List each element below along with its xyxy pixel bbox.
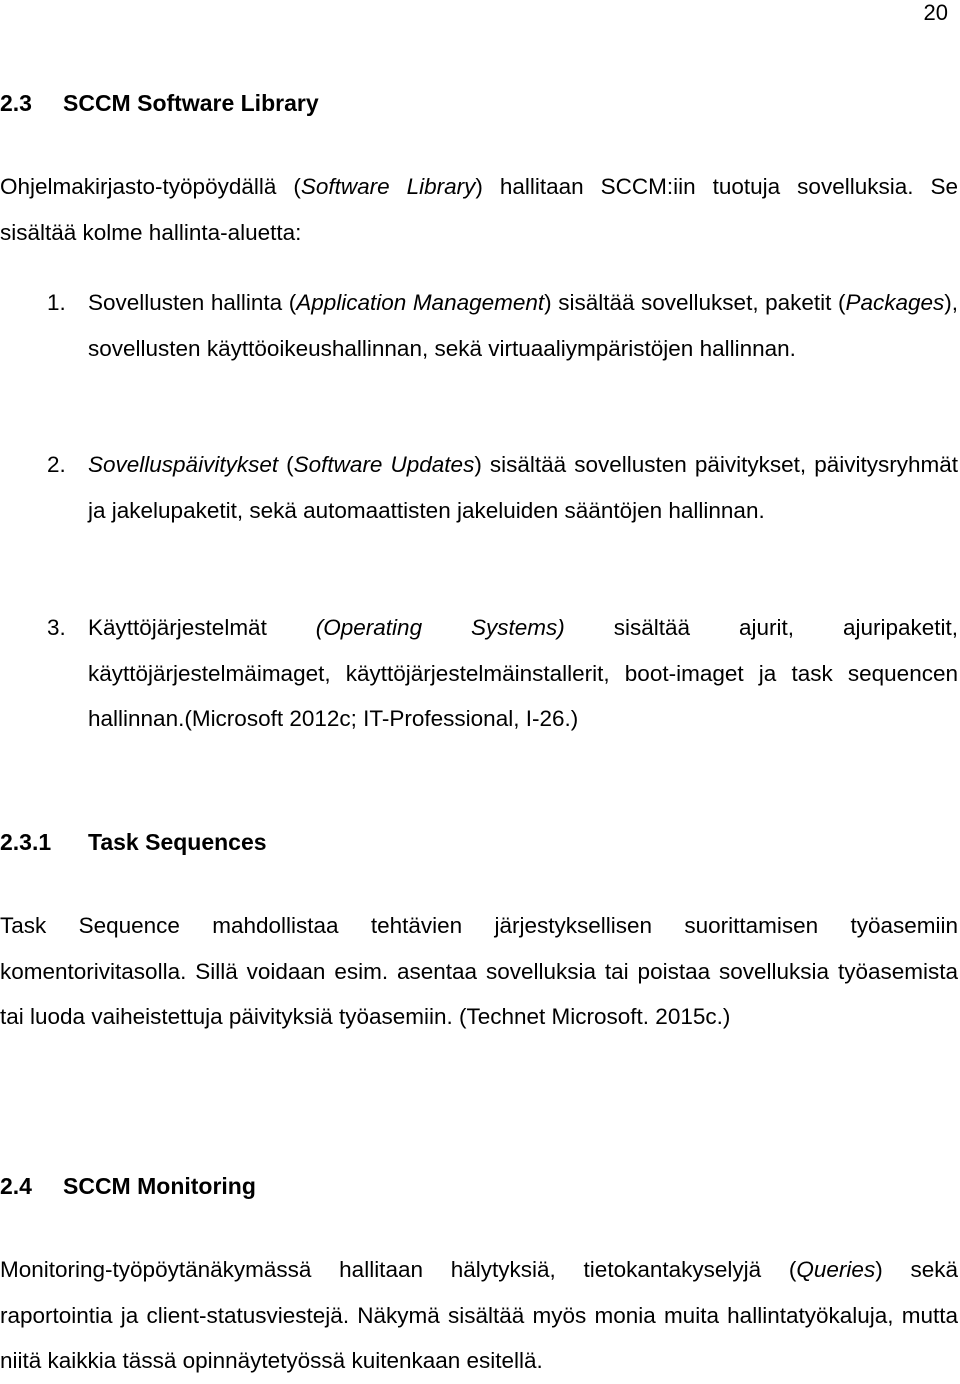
- italic-term: Sovelluspäivitykset: [88, 452, 279, 477]
- list-marker: 3.: [47, 615, 66, 640]
- italic-term: Software Updates: [293, 452, 475, 477]
- list-marker: 1.: [47, 290, 66, 315]
- text-run: sisältää ajurit, ajuripaketit, käyttöjärjestelmäimaget, käyttöjärjestelmäinstallerit, boot-imaget ja task sequencen hallinnan.(Microsoft 2012c; IT-Professional, I-26.): [88, 615, 959, 731]
- list-item-application-management: [47, 280, 959, 371]
- section-number: 2.3.1: [0, 829, 52, 855]
- text-run: Ohjelmakirjasto-työpöydällä (: [0, 174, 301, 199]
- section-heading-2-4: [0, 1172, 256, 1200]
- text-run: Monitoring-työpöytänäkymässä hallitaan hälytyksiä, tietokantakyselyjä (: [0, 1257, 797, 1282]
- text-run: ) sisältää sovellusten päivitykset, päivitysryhmät ja jakelupaketit, sekä automaattisten jakeluiden sääntöjen hallinnan.: [88, 452, 959, 523]
- text-run: (: [278, 452, 294, 477]
- page-number: 20: [923, 0, 948, 25]
- list-item-software-updates: [47, 442, 959, 533]
- text-run: ) sekä raportointia ja client-statusviestejä. Näkymä sisältää myös monia muita hallintatyökaluja, mutta niitä kaikkia tässä opinnäytetyössä kuitenkaan esitellä.: [0, 1257, 958, 1373]
- section-number: 2.4: [0, 1173, 32, 1199]
- section-title: SCCM Software Library: [63, 90, 319, 116]
- text-run: ), sovellusten käyttöoikeushallinnan, sekä virtuaaliympäristöjen hallinnan.: [88, 290, 959, 361]
- section-title: SCCM Monitoring: [63, 1173, 256, 1199]
- list-item-operating-systems: [47, 605, 959, 742]
- monitoring-paragraph: [0, 1247, 958, 1384]
- italic-term: Application Management: [296, 290, 545, 315]
- task-sequences-paragraph: Task Sequence mahdollistaa tehtävien järjestyksellisen suorittamisen työasemiin komentorivitasolla. Sillä voidaan esim. asentaa sovelluksia tai poistaa sovelluksia työasemista tai luoda vaiheistettuja päivityksiä työasemiin. (Technet Microsoft. 2015c.): [0, 913, 958, 1029]
- section-heading-2-3: [0, 89, 319, 117]
- text-run: Käyttöjärjestelmät: [88, 615, 316, 640]
- section-heading-2-3-1: [0, 828, 267, 856]
- italic-term: Queries: [796, 1257, 876, 1282]
- section-title: Task Sequences: [88, 829, 267, 855]
- section-number: 2.3: [0, 90, 32, 116]
- italic-term: Packages: [845, 290, 945, 315]
- text-run: Sovellusten hallinta (: [88, 290, 297, 315]
- text-run: ) sisältää sovellukset, paketit (: [544, 290, 846, 315]
- italic-term: (Operating Systems): [315, 615, 565, 640]
- italic-term: Software Library: [300, 174, 476, 199]
- list-marker: 2.: [47, 452, 66, 477]
- text-run: ) hallitaan SCCM:iin tuotuja sovelluksia. Se sisältää kolme hallinta-aluetta:: [0, 174, 958, 245]
- library-intro-paragraph: [0, 164, 958, 255]
